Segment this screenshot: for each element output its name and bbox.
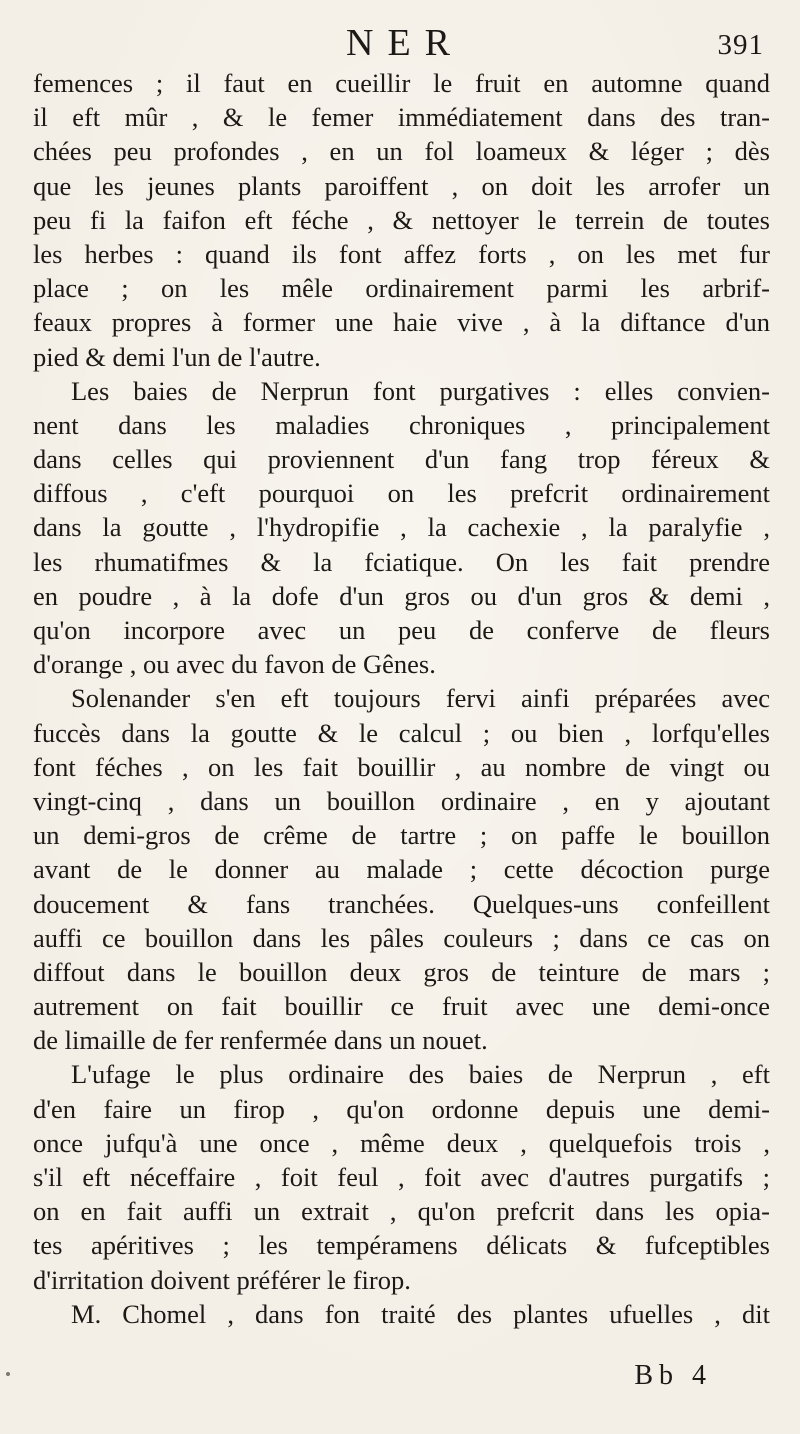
text-line: il eft mûr , & le femer immédiatement dans des tran- [33, 102, 770, 133]
text-line: dans celles qui proviennent d'un fang trop féreux & [33, 444, 770, 475]
text-line: peu fi la faifon eft féche , & nettoyer le terrein de toutes [33, 204, 770, 235]
text-line: place ; on les mêle ordinairement parmi les arbrif- [33, 273, 770, 304]
text-line: feaux propres à former une haie vive , à la diftance d'un [33, 307, 770, 338]
text-line: diffous , c'eft pourquoi on les prefcrit ordinairement [33, 478, 770, 509]
text-line: chées peu profondes , en un fol loameux & léger ; dès [33, 136, 770, 167]
text-line: de limaille de fer renfermée dans un nouet. [33, 1025, 488, 1056]
text-line: vingt-cinq , dans un bouillon ordinaire , en y ajoutant [33, 785, 770, 816]
ink-speck [6, 1372, 10, 1376]
text-line: avant de le donner au malade ; cette décoction purge [33, 854, 770, 885]
signature-mark: Bb 4 [634, 1360, 712, 1391]
text-line: d'en faire un firop , qu'on ordonne depuis une demi- [33, 1093, 770, 1124]
text-line: qu'on incorpore avec un peu de conferve de fleurs [33, 615, 770, 645]
text-line: autrement on fait bouillir ce fruit avec une demi-once [33, 991, 770, 1022]
text-line: Solenander s'en eft toujours fervi ainfi préparées avec [71, 683, 770, 714]
text-line: font féches , on les fait bouillir , au nombre de vingt ou [33, 751, 770, 782]
running-head: NER [346, 22, 464, 64]
text-line: fuccès dans la goutte & le calcul ; ou bien , lorfqu'elles [33, 717, 770, 748]
text-line: pied & demi l'un de l'autre. [33, 341, 321, 372]
text-line: nent dans les maladies chroniques , principalement [33, 409, 770, 440]
text-line: Les baies de Nerprun font purgatives : elles convien- [71, 375, 770, 406]
text-line: doucement & fans tranchées. Quelques-uns confeillent [33, 888, 770, 919]
text-line: que les jeunes plants paroiffent , on doit les arrofer un [33, 170, 770, 201]
text-line: les rhumatifmes & la fciatique. On les fait prendre [33, 546, 770, 577]
text-line: d'orange , ou avec du favon de Gênes. [33, 649, 436, 680]
text-line: d'irritation doivent préférer le firop. [33, 1264, 411, 1295]
text-line: L'ufage le plus ordinaire des baies de Nerprun , eft [71, 1059, 770, 1090]
text-line: dans la goutte , l'hydropifie , la cachexie , la paralyfie , [33, 512, 770, 543]
text-line: once jufqu'à une once , même deux , quelquefois trois , [33, 1127, 770, 1158]
page-number: 391 [717, 29, 764, 61]
page-header [32, 18, 778, 68]
text-line: en poudre , à la dofe d'un gros ou d'un gros & demi , [33, 580, 770, 611]
body-text [33, 66, 770, 1331]
text-line: femences ; il faut en cueillir le fruit en automne quand [33, 68, 770, 98]
text-line: un demi-gros de crême de tartre ; on paffe le bouillon [33, 820, 770, 851]
text-line: les herbes : quand ils font affez forts , on les met fur [33, 238, 770, 269]
text-line: on en fait auffi un extrait , qu'on prefcrit dans les opia- [33, 1196, 770, 1227]
text-line: auffi ce bouillon dans les pâles couleurs ; dans ce cas on [33, 922, 770, 953]
text-line: M. Chomel , dans fon traité des plantes ufuelles , dit [71, 1298, 770, 1329]
text-line: diffout dans le bouillon deux gros de teinture de mars ; [33, 956, 770, 987]
text-line: s'il eft néceffaire , foit feul , foit avec d'autres purgatifs ; [33, 1162, 770, 1192]
text-line: tes apéritives ; les tempéramens délicats & fufceptibles [33, 1230, 770, 1261]
